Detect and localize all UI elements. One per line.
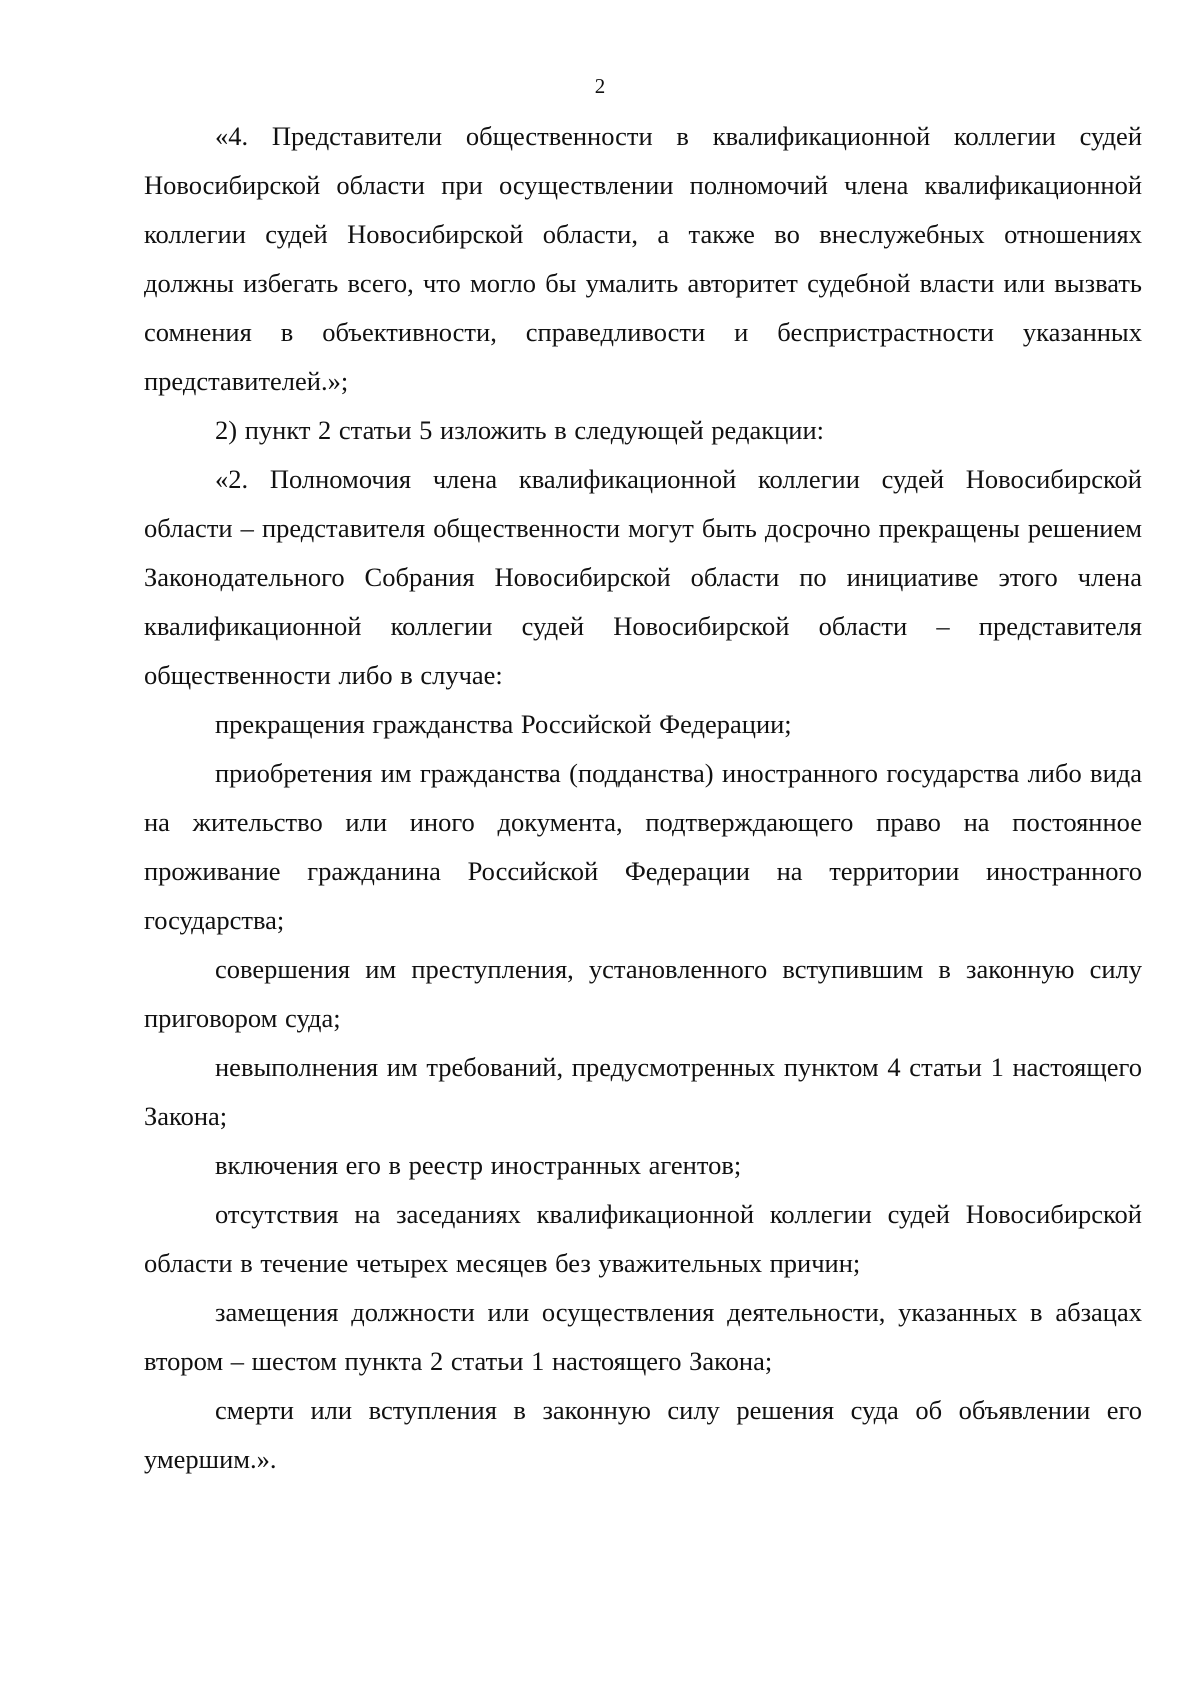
paragraph-foreign-agents-registry: включения его в реестр иностранных агентов; bbox=[215, 1150, 742, 1180]
paragraph-citizenship-termination: прекращения гражданства Российской Федерации; bbox=[215, 709, 792, 739]
document-body bbox=[144, 112, 1142, 1484]
paragraph-requirements-violation: невыполнения им требований, предусмотренных пунктом 4 статьи 1 настоящего Закона; bbox=[144, 1052, 1142, 1131]
paragraph-crime-conviction: совершения им преступления, установленного вступившим в законную силу приговором суда; bbox=[144, 954, 1142, 1033]
paragraph-termination-of-powers: «2. Полномочия члена квалификационной коллегии судей Новосибирской области – представителя общественности могут быть досрочно прекращены решением Законодательного Собрания Новосибирской области по инициативе этого члена квалификационной коллегии судей Новосибирской области – представителя общественности либо в случае: bbox=[144, 464, 1142, 690]
paragraph-amendment-item-2: 2) пункт 2 статьи 5 изложить в следующей редакции: bbox=[215, 415, 824, 445]
paragraph-representatives-conduct: «4. Представители общественности в квалификационной коллегии судей Новосибирской области при осуществлении полномочий члена квалификационной коллегии судей Новосибирской области, а также во внеслужебных отношениях должны избегать всего, что могло бы умалить авторитет судебной власти или вызвать сомнения в объективности, справедливости и беспристрастности указанных представителей.»; bbox=[144, 121, 1142, 396]
paragraph-death-or-declared-dead: смерти или вступления в законную силу решения суда об объявлении его умершим.». bbox=[144, 1395, 1142, 1474]
paragraph-absence-from-meetings: отсутствия на заседаниях квалификационной коллегии судей Новосибирской области в течение четырех месяцев без уважительных причин; bbox=[144, 1199, 1142, 1278]
page-number: 2 bbox=[594, 74, 606, 98]
paragraph-incompatible-position: замещения должности или осуществления деятельности, указанных в абзацах втором – шестом пункта 2 статьи 1 настоящего Закона; bbox=[144, 1297, 1142, 1376]
paragraph-foreign-citizenship: приобретения им гражданства (подданства) иностранного государства либо вида на жительство или иного документа, подтверждающего право на постоянное проживание гражданина Российской Федерации на территории иностранного государства; bbox=[144, 758, 1142, 935]
